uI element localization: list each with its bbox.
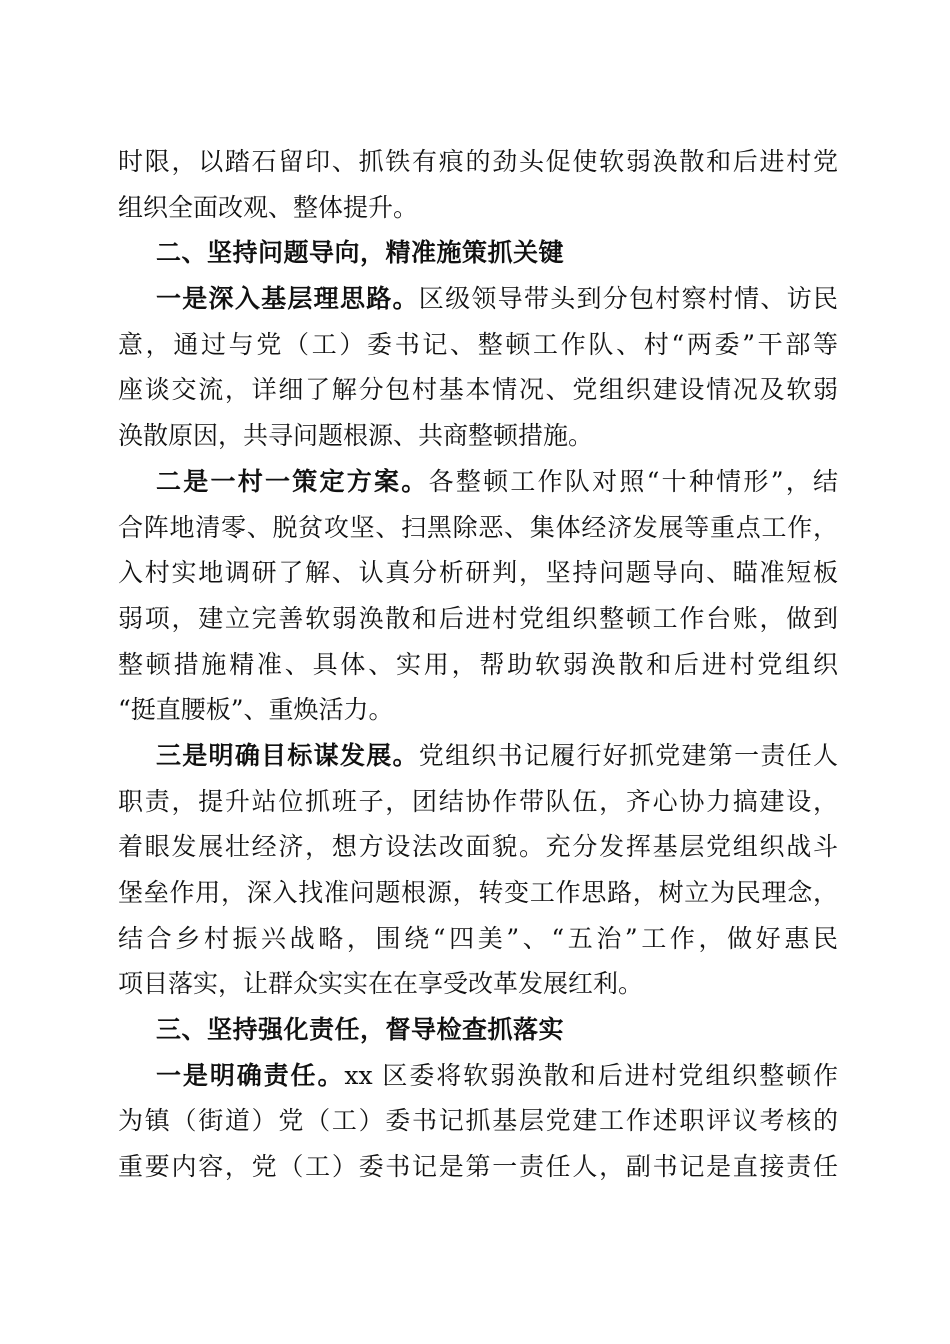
- para4-line6: 项目落实，让群众实实在在享受改革发展红利。: [118, 969, 644, 999]
- para4-line3: 着眼发展壮经济，想方设法改面貌。充分发挥基层党组织战斗: [118, 832, 838, 862]
- para3-line4: 弱项，建立完善软弱涣散和后进村党组织整顿工作台账，做到: [118, 603, 838, 633]
- para3-line3: 入村实地调研了解、认真分析研判，坚持问题导向、瞄准短板: [118, 558, 838, 588]
- para3-line1-text: 各整顿工作队对照“十种情形”，结: [428, 466, 838, 496]
- para2-line1-text: 区级领导带头到分包村察村情、访民: [418, 284, 838, 314]
- section-heading-3: 三、坚持强化责任，督导检查抓落实: [156, 1015, 565, 1045]
- para5-line1-text: xx 区委将软弱涣散和后进村党组织整顿作: [344, 1060, 838, 1090]
- para4-lead: 三是明确目标谋发展。: [156, 740, 419, 770]
- para3-line1: [118, 459, 838, 505]
- document-body: [118, 139, 838, 1190]
- para3-line5: 整顿措施精准、具体、实用，帮助软弱涣散和后进村党组织: [118, 649, 838, 679]
- para2-lead: 一是深入基层理思路。: [156, 284, 419, 314]
- para4-line1: [118, 733, 838, 779]
- para1-line1: 时限，以踏石留印、抓铁有痕的劲头促使软弱涣散和后进村党: [118, 147, 838, 176]
- para2-line3: 座谈交流，详细了解分包村基本情况、党组织建设情况及软弱: [118, 375, 838, 405]
- para5-line1: [118, 1053, 838, 1099]
- para4-line4: 堡垒作用，深入找准问题根源，转变工作思路，树立为民理念，: [118, 878, 838, 907]
- para3-line2: 合阵地清零、脱贫攻坚、扫黑除恶、集体经济发展等重点工作，: [118, 512, 838, 542]
- para3-line6: “挺直腰板”、重焕活力。: [118, 695, 394, 725]
- para5-line2: 为镇（街道）党（工）委书记抓基层党建工作述职评议考核的: [118, 1106, 838, 1136]
- para2-line4: 涣散原因，共寻问题根源、共商整顿措施。: [118, 421, 594, 451]
- para3-lead: 二是一村一策定方案。: [156, 466, 429, 496]
- para4-line2: 职责，提升站位抓班子，团结协作带队伍，齐心协力搞建设，: [118, 786, 838, 816]
- para4-line1-text: 党组织书记履行好抓党建第一责任人: [418, 740, 838, 770]
- section-heading-2: 二、坚持问题导向，精准施策抓关键: [156, 238, 565, 268]
- para1-line2: 组织全面改观、整体提升。: [118, 192, 419, 222]
- para5-line3: 重要内容，党（工）委书记是第一责任人，副书记是直接责任: [118, 1152, 838, 1182]
- para2-line2: 意，通过与党（工）委书记、整顿工作队、村“两委”干部等: [118, 329, 838, 359]
- para5-lead: 一是明确责任。: [156, 1060, 345, 1090]
- para4-line5: 结合乡村振兴战略，围绕“四美”、“五治”工作，做好惠民: [118, 923, 838, 953]
- para2-line1: [118, 276, 838, 322]
